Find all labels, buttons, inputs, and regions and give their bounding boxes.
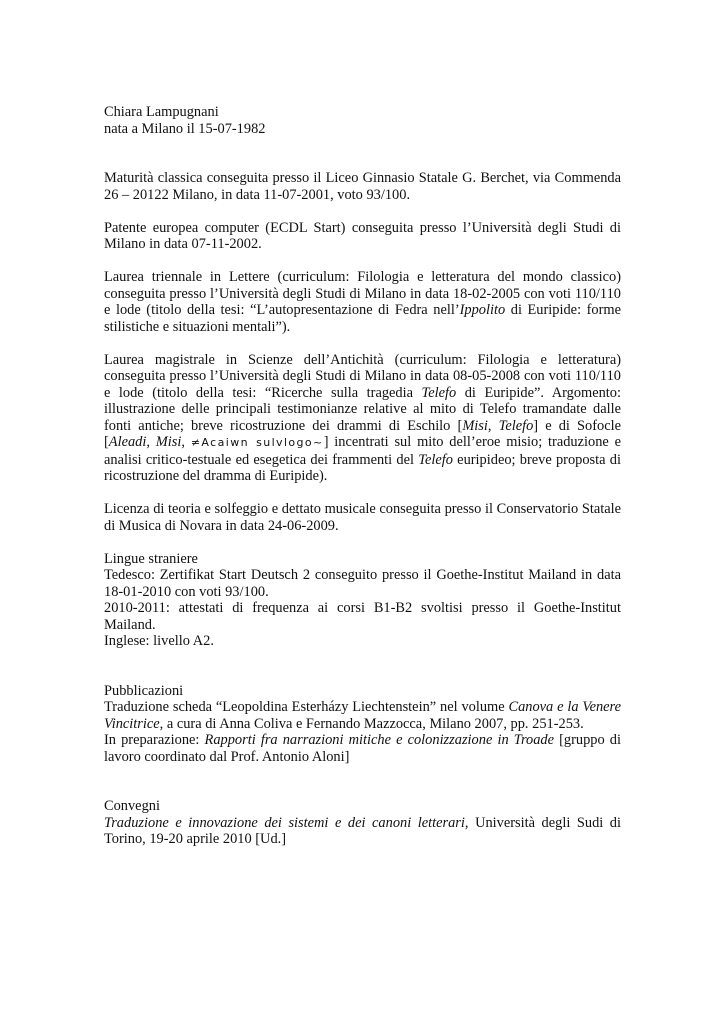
lingue-corsi: 2010-2011: attestati di frequenza ai corsi B1-B2 svoltisi presso il Goethe-Institut Mailand. (104, 600, 621, 633)
lingue-tedesco: Tedesco: Zertifikat Start Deutsch 2 conseguito presso il Goethe-Institut Mailand in data 18-01-2010 con voti 93/100. (104, 567, 621, 600)
licenza-paragraph: Licenza di teoria e solfeggio e dettato musicale conseguita presso il Conservatorio Statale di Musica di Novara in data 24-06-2009. (104, 501, 621, 534)
maturita-paragraph: Maturità classica conseguita presso il Liceo Ginnasio Statale G. Berchet, via Commenda 26 – 20122 Milano, in data 11-07-2001, voto 93/100. (104, 170, 621, 203)
cv-name: Chiara Lampugnani (104, 104, 219, 120)
cv-birth: nata a Milano il 15-07-1982 (104, 120, 266, 137)
lingue-inglese: Inglese: livello A2. (104, 633, 214, 649)
lingue-heading: Lingue straniere (104, 550, 198, 567)
pubblicazione-1: Traduzione scheda “Leopoldina Esterházy Liechtenstein” nel volume Canova e la Venere Vincitrice, a cura di Anna Coliva e Fernando Mazzocca, Milano 2007, pp. 251-253. (104, 699, 621, 732)
convegni-heading: Convegni (104, 798, 160, 814)
pubblicazione-2: In preparazione: Rapporti fra narrazioni mitiche e colonizzazione in Troade [gruppo di lavoro coordinato dal Prof. Antonio Aloni] (104, 732, 622, 765)
ecdl-paragraph: Patente europea computer (ECDL Start) conseguita presso l’Università degli Studi di Milano in data 07-11-2002. (104, 219, 621, 252)
convegno-1: Traduzione e innovazione dei sistemi e dei canoni letterari, Università degli Sudi di Torino, 19-20 aprile 2010 [Ud.] (104, 814, 622, 847)
laurea-magistrale-paragraph: Laurea magistrale in Scienze dell’Antichità (curriculum: Filologia e letteratura) conseguita presso l’Università degli Studi di Milano in data 08-05-2008 con voti 110/110 e lode (titolo della tesi: “Ricerche sulla tragedia Telefo di Euripide”. Argomento: illustrazione delle principali testimonianze relative al mito di Telefo tramandate dalle fonti antiche; breve ricostruzione dei drammi di Eschilo [Misi, Telefo] e di Sofocle [Aleadi, Misi, ≠Acaiwn sulvlogo~] incentrati sul mito dell’eroe misio; traduzione e analisi critico-testuale ed esegetica dei frammenti del Telefo euripideo; breve proposta di ricostruzione del dramma di Euripide). (104, 351, 622, 484)
cv-document (104, 104, 621, 848)
laurea-triennale-paragraph: Laurea triennale in Lettere (curriculum: Filologia e letteratura del mondo classico) conseguita presso l’Università degli Studi di Milano in data 18-02-2005 con voti 110/110 e lode (titolo della tesi: “L’autopresentazione di Fedra nell’Ippolito di Euripide: forme stilistiche e situazioni mentali”). (104, 269, 621, 335)
greek-title: ≠Acaiwn sulvlogo~ (190, 436, 324, 449)
pubblicazioni-heading: Pubblicazioni (104, 682, 184, 699)
